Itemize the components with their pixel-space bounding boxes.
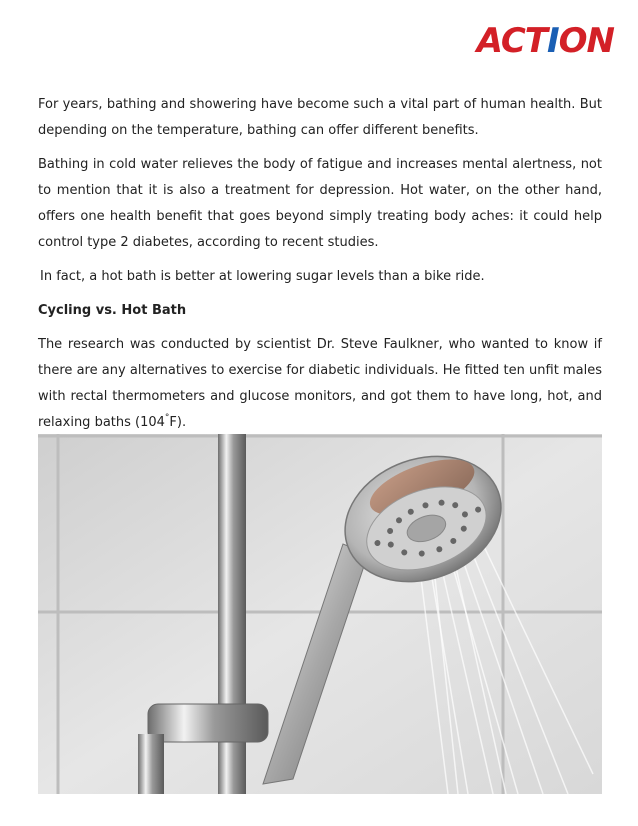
logo-text-start: ACT	[476, 21, 547, 61]
research-text: The research was conducted by scientist Dr. Steve Faulkner, who wanted to know if there are any alternatives to exercise for diabetic individuals. He fitted ten unfit males with rectal thermometers and glucose monitors, and got them to have long, hot, and relaxing baths (104	[38, 337, 602, 430]
shower-head-photo	[38, 434, 602, 794]
action-logo	[477, 20, 614, 62]
rail-bracket	[148, 704, 268, 742]
paragraph-research	[38, 332, 602, 436]
section-heading: Cycling vs. Hot Bath	[38, 303, 187, 318]
research-text-end: F).	[169, 415, 187, 430]
paragraph-hot-bath: In fact, a hot bath is better at lowering sugar levels than a bike ride.	[40, 269, 485, 284]
degree-symbol: °	[164, 413, 170, 423]
logo-text-i: I	[546, 21, 559, 61]
logo-text-end: ON	[558, 21, 614, 61]
paragraph-cold-water: Bathing in cold water relieves the body of fatigue and increases mental alertness, not to mention that it is also a treatment for depression. Hot water, on the other hand, offers one health benefit that goes beyond simply treating body aches: it could help control type 2 diabetes, according to recent studies.	[38, 157, 602, 250]
article-body	[38, 92, 602, 444]
paragraph-intro: For years, bathing and showering have become such a vital part of human health. But depending on the temperature, bathing can offer different benefits.	[38, 97, 602, 138]
bracket-knob	[138, 734, 164, 794]
